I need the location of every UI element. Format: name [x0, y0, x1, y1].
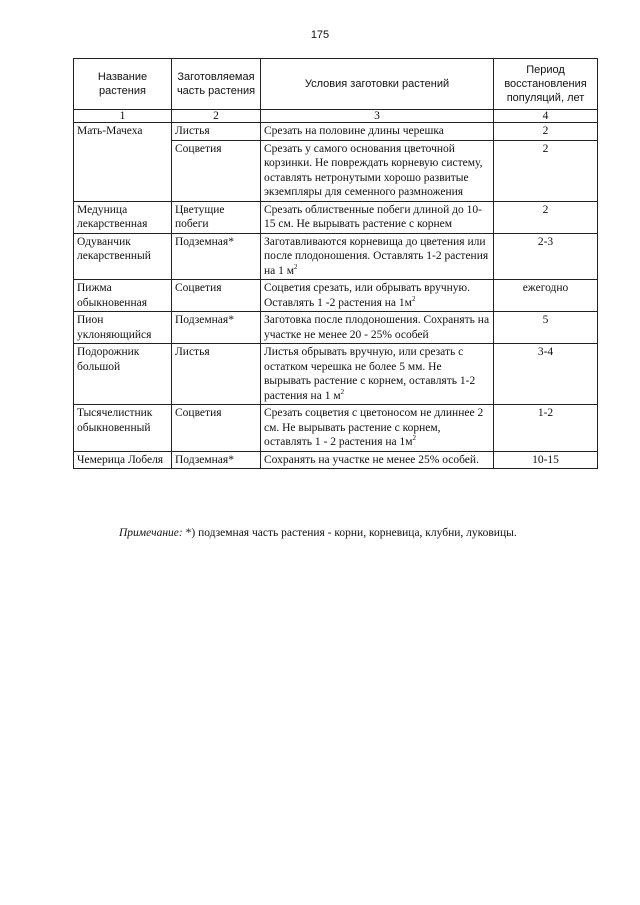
- superscript: 2: [411, 294, 416, 303]
- header-plant-name: Название растения: [74, 59, 172, 110]
- plants-table: [73, 58, 598, 469]
- cell-harvest-conditions: Заготавливаются корневища до цветения или после плодоношения. Оставлять 1-2 растения на 1 $м^2$: [261, 233, 494, 280]
- cell-plant-name: Пижма обыкновенная: [74, 280, 172, 312]
- cell-plant-part: Листья: [172, 344, 261, 405]
- cell-recovery-period: 2: [494, 201, 598, 233]
- footnote: [119, 527, 517, 539]
- table-row: [74, 312, 598, 344]
- cell-plant-name: Чемерица Лобеля: [74, 451, 172, 469]
- cell-harvest-conditions: Сохранять на участке не менее 25% особей.: [261, 451, 494, 469]
- superscript: 2: [340, 387, 345, 396]
- cell-recovery-period: ежегодно: [494, 280, 598, 312]
- cell-recovery-period: 10-15: [494, 451, 598, 469]
- column-number: 1: [74, 110, 172, 123]
- cell-recovery-period: 2-3: [494, 233, 598, 280]
- cell-harvest-conditions: Соцветия срезать, или обрывать вручную. Оставлять 1 -2 растения на $1м^2$: [261, 280, 494, 312]
- cell-recovery-period: 2: [494, 140, 598, 201]
- header-plant-part: Заготовляемая часть растения: [172, 59, 261, 110]
- cell-plant-part: Цветущие побеги: [172, 201, 261, 233]
- cell-recovery-period: 5: [494, 312, 598, 344]
- table-row: [74, 451, 598, 469]
- cell-harvest-conditions: Срезать у самого основания цветочной корзинки. Не повреждать корневую систему, оставлять нетронутыми хорошо развитые экземпляры для семенного размножения: [261, 140, 494, 201]
- cell-plant-name: Подорожник большой: [74, 344, 172, 405]
- cell-harvest-conditions: Листья обрывать вручную, или срезать с остатком черешка не более 5 мм. Не вырывать растение с корнем, оставлять 1-2 растения на 1 $м^2$: [261, 344, 494, 405]
- footnote-text: *) подземная часть растения - корни, корневица, клубни, луковицы.: [182, 527, 517, 539]
- footnote-label: Примечание:: [119, 527, 183, 539]
- cell-plant-name: Мать-Мачеха: [74, 123, 172, 141]
- table-row: [74, 344, 598, 405]
- table-row: [74, 140, 598, 201]
- cell-plant-name: [74, 140, 172, 201]
- table-row: [74, 123, 598, 141]
- table-row: [74, 201, 598, 233]
- cell-plant-name: Тысячелистник обыкновенный: [74, 405, 172, 452]
- superscript: 2: [412, 434, 417, 442]
- cell-plant-name: Одуванчик лекарственный: [74, 233, 172, 280]
- cell-harvest-conditions: Срезать на половине длины черешка: [261, 123, 494, 141]
- cell-recovery-period: 3-4: [494, 344, 598, 405]
- cell-harvest-conditions: Срезать соцветия с цветоносом не длиннее 2 см. Не вырывать растение с корнем, оставлять 1 - 2 растения на $1м^2$: [261, 405, 494, 452]
- cell-plant-part: Соцветия: [172, 405, 261, 452]
- column-number: 3: [261, 110, 494, 123]
- superscript: 2: [294, 262, 298, 271]
- cell-plant-name: Пион уклоняющийся: [74, 312, 172, 344]
- cell-plant-part: Подземная*: [172, 312, 261, 344]
- header-recovery-period: Период восстановления популяций, лет: [494, 59, 598, 110]
- cell-harvest-conditions: Заготовка после плодоношения. Сохранять на участке не менее 20 - 25% особей: [261, 312, 494, 344]
- table-row: [74, 280, 598, 312]
- cell-harvest-conditions: Срезать облиственные побеги длиной до 10-15 см. Не вырывать растение с корнем: [261, 201, 494, 233]
- cell-plant-part: Соцветия: [172, 140, 261, 201]
- cell-plant-name: Медуница лекарственная: [74, 201, 172, 233]
- column-number: 2: [172, 110, 261, 123]
- cell-plant-part: Листья: [172, 123, 261, 141]
- column-number-row: [74, 110, 598, 123]
- cell-plant-part: Подземная*: [172, 451, 261, 469]
- cell-plant-part: Подземная*: [172, 233, 261, 280]
- table-header-row: [74, 59, 598, 110]
- table-row: [74, 405, 598, 452]
- header-harvest-conditions: Условия заготовки растений: [261, 59, 494, 110]
- cell-recovery-period: 2: [494, 123, 598, 141]
- table-row: [74, 233, 598, 280]
- column-number: 4: [494, 110, 598, 123]
- page-number: 175: [310, 29, 330, 41]
- cell-recovery-period: 1-2: [494, 405, 598, 452]
- cell-plant-part: Соцветия: [172, 280, 261, 312]
